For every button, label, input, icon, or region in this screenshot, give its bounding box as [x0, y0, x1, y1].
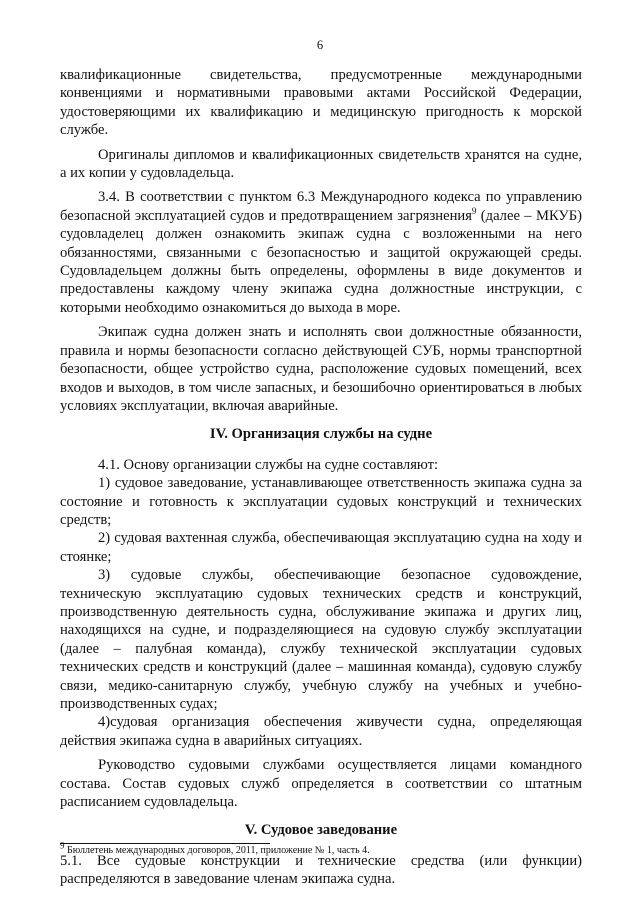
paragraph-crew-duties: Экипаж судна должен знать и исполнять свои должностные обязанности, правила и нормы безопасности согласно действующей СУБ, нормы транспортной безопасности, общее устройство судна, расположение судовых помещений, всех входов и выходов, в том числе запасных, и безошибочно ориентироваться в любых условиях эксплуатации, включая аварийные. [60, 324, 582, 414]
section-heading-v: V. Судовое заведование [244, 822, 398, 839]
list-item-3: 3) судовые службы, обеспечивающие безопасное судовождение, техническую эксплуатацию судовых технических средств и конструкций, производственную деятельность судна, обслуживание экипажа и других лиц, находящихся на судне, и подразделяющиеся на судовую службу эксплуатации (далее – палубная команда), службу технической эксплуатации судовых технических средств и конструкций (далее – машинная команда), судовую службу связи, медико-санитарную службу, учебную службу на учебных и учебно-производственных судах; [60, 567, 582, 712]
paragraph-management: Руководство судовыми службами осуществляется лицами командного состава. Состав судовых служб определяется в соответствии со штатным расписанием судовладельца. [60, 757, 582, 811]
section-heading-iv: IV. Организация службы на судне [209, 426, 433, 443]
paragraph-4-1: 4.1. Основу организации службы на судне составляют: [98, 456, 439, 473]
paragraph-3-4-part2: (далее – МКУБ) судовладелец должен ознакомить экипаж судна с возложенными на него обязанностями, связанными с безопасностью и защитой окружающей среды. Судовладельцем должны быть определены, оформлены в виде документов и предоставлены каждому члену экипажа судна должностные инструкции, с которыми необходимо ознакомиться до выхода в море. [60, 207, 582, 316]
footnote-ref: 9 [471, 205, 477, 216]
paragraph-3-4-part1: 3.4. В соответствии с пунктом 6.3 Международного кодекса по управлению безопасной эксплуатацией судов и предотвращением загрязнения [60, 189, 582, 224]
document-body [60, 66, 582, 889]
page-number: 6 [316, 38, 324, 52]
paragraph-5-1: 5.1. Все судовые конструкции и технические средства (или функции) распределяются в заведование членам экипажа судна. [60, 852, 582, 888]
paragraph-3-4 [60, 188, 582, 317]
footnote-number: 9 [60, 840, 65, 851]
list-item-2: 2) судовая вахтенная служба, обеспечивающая эксплуатацию судна на ходу и стоянке; [60, 530, 582, 565]
paragraph-originals: Оригиналы дипломов и квалификационных свидетельств хранятся на судне, а их копии у судовладельца. [60, 146, 582, 182]
paragraph-qualification: квалификационные свидетельства, предусмотренные международными конвенциями и нормативными правовыми актами Российской Федерации, удостоверяющими их квалификацию и медицинскую пригодность к морской службе. [60, 67, 582, 139]
footnote [60, 840, 582, 857]
list-item-4: 4)судовая организация обеспечения живучести судна, определяющая действия экипажа судна в аварийных ситуациях. [60, 714, 582, 749]
footnote-divider [60, 843, 270, 844]
footnote-text: Бюллетень международных договоров, 2011, приложение № 1, часть 4. [64, 845, 370, 856]
list-item-1: 1) судовое заведование, устанавливающее ответственность экипажа судна за состояние и готовность к эксплуатации судовых конструкций и технических средств; [60, 475, 582, 528]
